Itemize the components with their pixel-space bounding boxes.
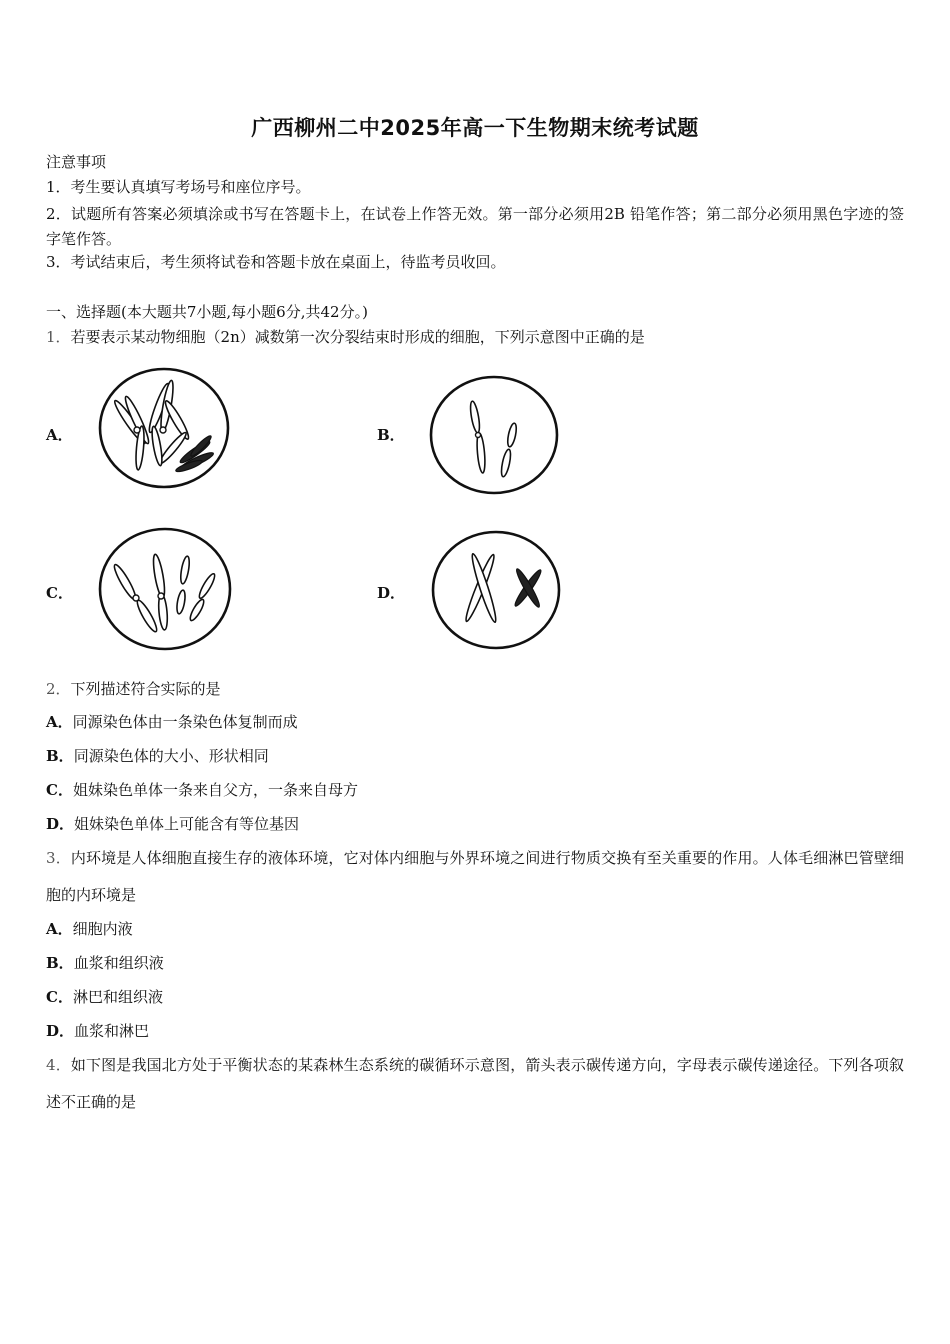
cell-diagram-a [97, 366, 231, 490]
option-text: 姐妹染色单体一条来自父方，一条来自母方 [72, 781, 358, 799]
chromosome-group [112, 554, 217, 634]
cell-membrane [433, 532, 559, 648]
figure-label-b: B． [377, 426, 405, 444]
question-2-option-c[interactable] [46, 780, 358, 800]
question-3-option-a[interactable] [46, 919, 133, 939]
option-text: 同源染色体的大小、形状相同 [73, 747, 269, 765]
question-3-option-b[interactable] [46, 953, 164, 973]
question-2-stem [46, 679, 221, 699]
notice-heading: 注意事项 [46, 153, 107, 171]
question-number: 1． [46, 328, 71, 346]
option-text: 细胞内液 [72, 920, 133, 938]
option-text: 同源染色体由一条染色体复制而成 [72, 713, 298, 731]
question-number: 2． [46, 680, 71, 698]
option-label: A． [46, 920, 73, 938]
cell-diagram-d [430, 528, 562, 652]
question-number: 3． [46, 849, 71, 867]
question-text: 内环境是人体细胞直接生存的液体环境，它对体内细胞与外界环境之间进行物质交换有至关重要的作用。人体毛细淋巴管壁细胞的内环境是 [46, 849, 905, 904]
chromosome-group [463, 553, 544, 624]
notice-item-3: 3．考试结束后，考生须将试卷和答题卡放在桌面上，待监考员收回。 [46, 253, 506, 271]
question-3-option-c[interactable] [46, 987, 163, 1007]
question-2-option-b[interactable] [46, 746, 269, 766]
chromosome-group [112, 380, 215, 474]
question-3-option-d[interactable] [46, 1021, 149, 1041]
option-text: 姐妹染色单体上可能含有等位基因 [74, 815, 300, 833]
figure-label-d: D． [377, 584, 406, 602]
section-heading: 一、选择题(本大题共7小题,每小题6分,共42分。) [46, 303, 368, 321]
question-3-stem [46, 840, 904, 914]
option-label: D． [46, 815, 75, 833]
question-text: 若要表示某动物细胞（2n）减数第一次分裂结束时形成的细胞，下列示意图中正确的是 [70, 328, 645, 346]
option-label: D． [46, 1022, 75, 1040]
figure-label-c: C． [46, 584, 73, 602]
cell-diagram-b [428, 373, 560, 497]
option-label: C． [46, 781, 73, 799]
cell-membrane [431, 377, 557, 493]
cell-diagram-c [97, 526, 233, 652]
chromosome-group [469, 401, 518, 478]
option-label: B． [46, 747, 74, 765]
notice-item-1: 1．考生要认真填写考场号和座位序号。 [46, 178, 311, 196]
option-label: C． [46, 988, 73, 1006]
question-text: 下列描述符合实际的是 [70, 680, 221, 698]
figure-label-a: A． [46, 426, 73, 444]
option-text: 血浆和淋巴 [74, 1022, 150, 1040]
question-4-stem [46, 1047, 904, 1121]
page-title: 广西柳州二中2025年高一下生物期末统考试题 [251, 116, 699, 140]
notice-item-2: 2．试题所有答案必须填涂或书写在答题卡上，在试卷上作答无效。第一部分必须用2B 铅笔作答；第二部分必须用黑色字迹的签字笔作答。 [46, 205, 904, 248]
question-1-stem [46, 327, 645, 347]
question-2-option-a[interactable] [46, 712, 298, 732]
question-2-option-d[interactable] [46, 814, 299, 834]
option-label: A． [46, 713, 73, 731]
option-text: 淋巴和组织液 [72, 988, 163, 1006]
option-text: 血浆和组织液 [73, 954, 164, 972]
question-number: 4． [46, 1056, 71, 1074]
option-label: B． [46, 954, 74, 972]
question-text: 如下图是我国北方处于平衡状态的某森林生态系统的碳循环示意图，箭头表示碳传递方向，字母表示碳传递途径。下列各项叙述不正确的是 [46, 1056, 905, 1111]
